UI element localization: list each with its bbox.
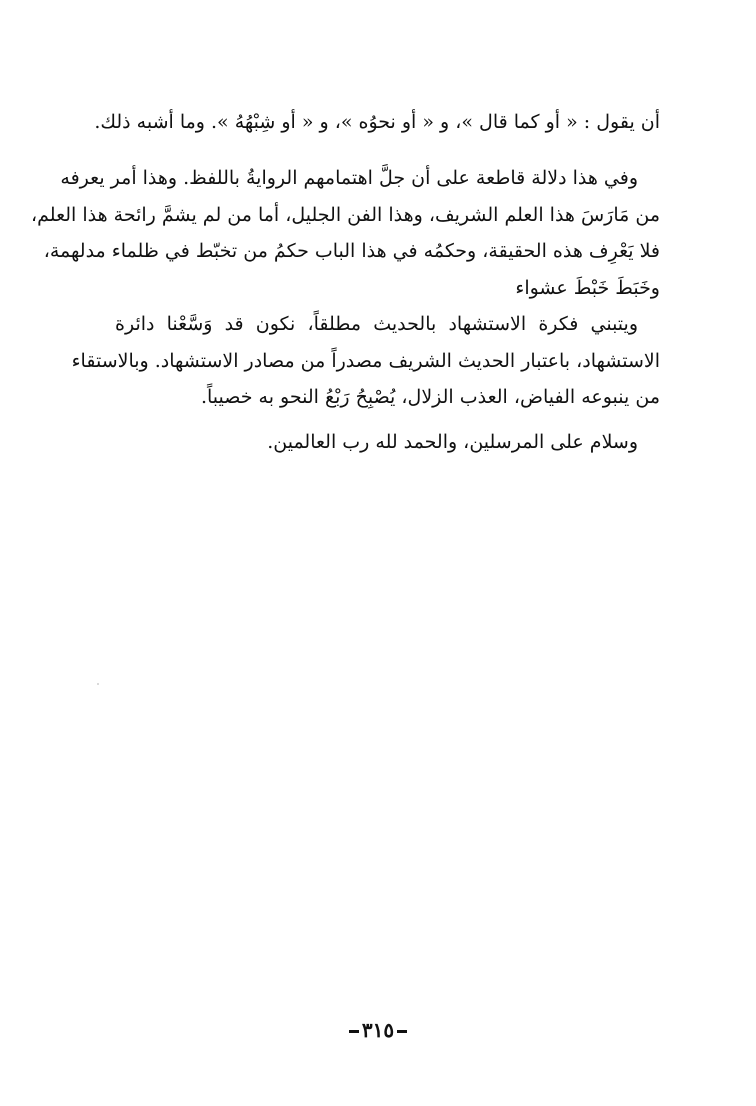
- page-number-value: ٣١٥: [361, 1018, 395, 1042]
- paragraph-4: [115, 424, 660, 461]
- paragraph-2: [31, 160, 660, 306]
- paragraph-1-line-1: أن يقول : « أو كما قال »، و « أو نحوُه »، و « أو شِبْهُهُ ». وما أشبه ذلك.: [94, 111, 660, 133]
- paragraph-3-line-1: ويتبني فكرة الاستشهاد بالحديث مطلقاً، نكون قد وَسَّعْنا دائرة: [115, 313, 638, 335]
- paragraph-3: [71, 306, 660, 416]
- paragraph-4-line-1: وسلام على المرسلين، والحمد لله رب العالمين.: [267, 431, 638, 453]
- page-number-dash-left: [349, 1030, 359, 1033]
- paragraph-1: [94, 104, 660, 141]
- paragraph-3-line-2: الاستشهاد، باعتبار الحديث الشريف مصدراً من مصادر الاستشهاد. وبالاستقاء: [71, 349, 660, 372]
- paragraph-2-line-1: وفي هذا دلالة قاطعة على أن جلَّ اهتمامهم الروايةُ باللفظ. وهذا أمر يعرفه: [60, 167, 638, 189]
- paragraph-2-line-3: فلا يَعْرِف هذه الحقيقة، وحكمُه في هذا الباب حكمُ من تخبّط في ظلماء مدلهمة،: [43, 240, 660, 262]
- paragraph-2-line-4: وخَبَطَ خَبْطَ عشواء: [515, 276, 660, 299]
- page-number-dash-right: [397, 1030, 407, 1033]
- paragraph-2-line-2: من مَارَسَ هذا العلم الشريف، وهذا الفن الجليل، أما من لم يشمَّ رائحة هذا العلم،: [31, 203, 660, 226]
- paragraph-3-line-3: من ينبوعه الفياض، العذب الزلال، يُصْبِحُ رَبْعُ النحو به خصيباً.: [200, 386, 660, 408]
- scan-speck: [97, 683, 99, 685]
- page-number: [0, 1018, 756, 1042]
